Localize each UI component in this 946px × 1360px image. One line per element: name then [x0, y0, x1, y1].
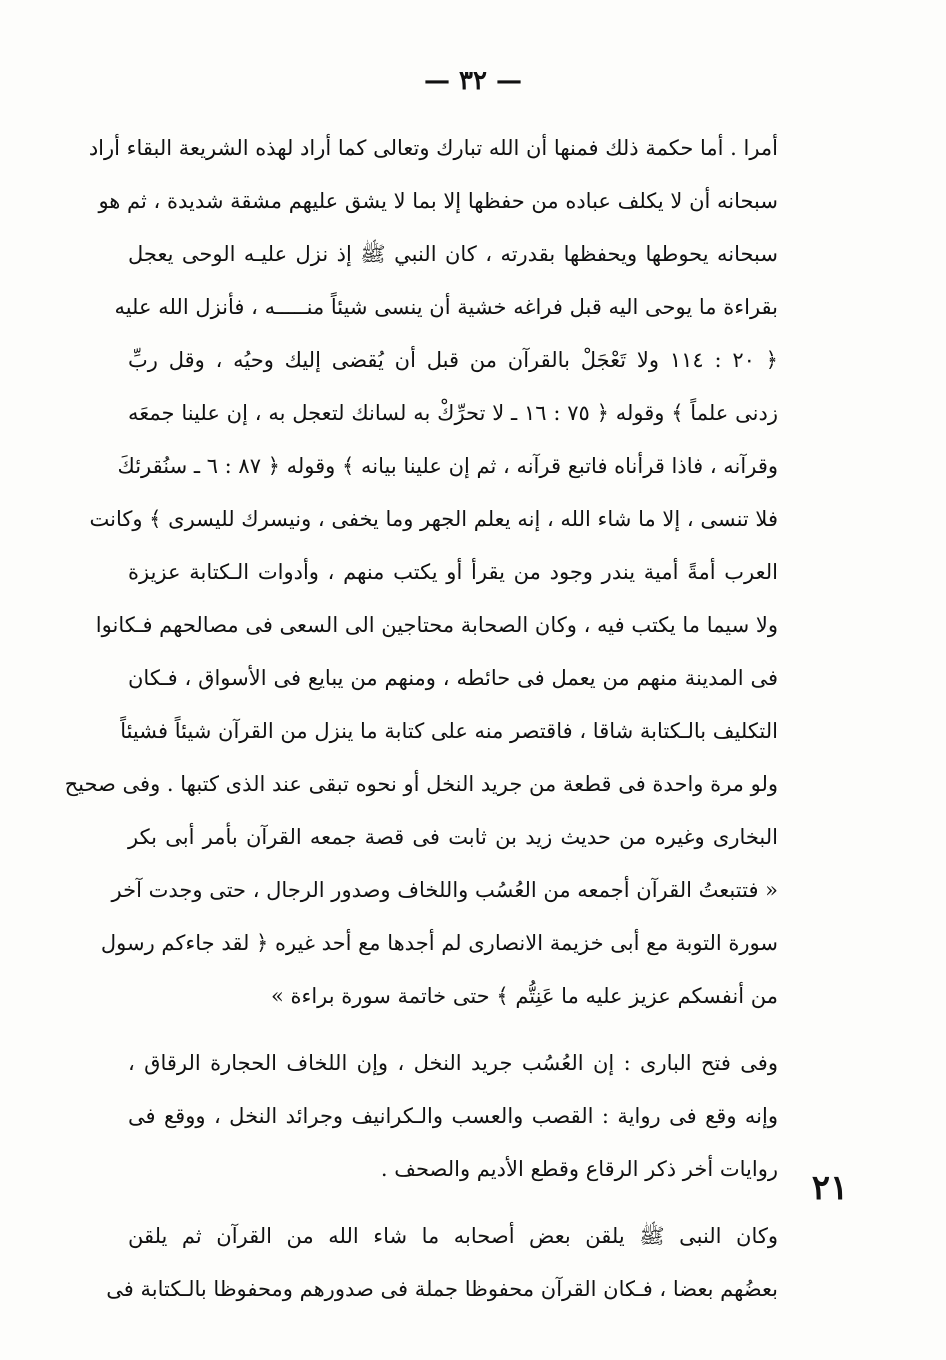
text-line: زدنى علماً ﴾ وقوله ﴿ ٧٥ : ١٦ ـ لا تحرِّكْ به لسانك لتعجل به ، إن علينا جمعَه	[128, 401, 778, 425]
margin-number: ٢١	[811, 1168, 849, 1208]
text-line: وفى فتح البارى : إن العُسُب جريد النخل ، وإن اللخاف الحجارة الرقاق ،	[128, 1051, 778, 1075]
text-line: البخارى وغيره من حديث زيد بن ثابت فى قصة جمعه القرآن بأمر أبى بكر	[128, 825, 778, 849]
text-line: وإنه وقع فى رواية : القصب والعسب والـكرانيف وجرائد النخل ، ووقع فى	[128, 1104, 778, 1128]
paragraph-2	[128, 1037, 778, 1196]
text-line: التكليف بالـكتابة شاقا ، فاقتصر منه على كتابة ما ينزل من القرآن شيئاً فشيئاً	[120, 719, 778, 743]
text-line: روايات أخر ذكر الرقاع وقطع الأديم والصحف .	[380, 1157, 778, 1181]
body-text	[64, 122, 778, 1316]
paragraph-1	[64, 122, 778, 1023]
text-line: سورة التوبة مع أبى خزيمة الانصارى لم أجدها مع أحد غيره ﴿ لقد جاءكم رسول	[100, 931, 778, 955]
text-line: بعضُهم بعضا ، فـكان القرآن محفوظا جملة فى صدورهم ومحفوظا بالـكتابة فى	[106, 1277, 778, 1301]
text-line: وكان النبى ﷺ يلقن بعض أصحابه ما شاء الله من القرآن ثم يلقن	[128, 1224, 778, 1248]
text-line: وقرآنه ، فاذا قرأناه فاتبع قرآنه ، ثم إن علينا بيانه ﴾ وقوله ﴿ ٨٧ : ٦ ـ سنُقرئكَ	[117, 454, 778, 478]
text-line: ﴿ ٢٠ : ١١٤ ولا تَعْجَلْ بالقرآن من قبل أن يُقضى إليك وحيُه ، وقل ربِّ	[128, 348, 778, 372]
page-number: — ٣٢ —	[423, 66, 523, 96]
text-line: العرب أمةً أمية يندر وجود من يقرأ أو يكتب منهم ، وأدوات الـكتابة عزيزة	[128, 560, 778, 584]
paragraph-3	[106, 1210, 778, 1316]
text-line: فى المدينة منهم من يعمل فى حائطه ، ومنهم من يبايع فى الأسواق ، فـكان	[128, 666, 778, 690]
text-line: ولو مرة واحدة فى قطعة من جريد النخل أو نحوه تبقى عند الذى كتبها . وفى صحيح	[64, 772, 778, 796]
text-line: أمرا . أما حكمة ذلك فمنها أن الله تبارك وتعالى كما أراد لهذه الشريعة البقاء أراد	[88, 136, 778, 160]
text-line: سبحانه أن لا يكلف عباده من حفظها إلا بما لا يشق عليهم مشقة شديدة ، ثم هو	[98, 189, 778, 213]
text-line: « فتتبعتُ القرآن أجمعه من العُسُب واللخاف وصدور الرجال ، حتى وجدت آخر	[111, 878, 778, 902]
text-line: بقراءة ما يوحى اليه قبل فراغه خشية أن ينسى شيئاً منـــــه ، فأنزل الله عليه	[114, 295, 778, 319]
text-line: فلا تنسى ، إلا ما شاء الله ، إنه يعلم الجهر وما يخفى ، ونيسرك لليسرى ﴾ وكانت	[89, 507, 778, 531]
text-line: سبحانه يحوطها ويحفظها بقدرته ، كان النبي ﷺ إذ نزل عليـه الوحى يعجل	[128, 242, 778, 266]
text-line: من أنفسكم عزيز عليه ما عَنِتُّم ﴾ حتى خاتمة سورة براءة »	[270, 984, 778, 1008]
text-line: ولا سيما ما يكتب فيه ، وكان الصحابة محتاجين الى السعى فى مصالحهم فـكانوا	[95, 613, 778, 637]
